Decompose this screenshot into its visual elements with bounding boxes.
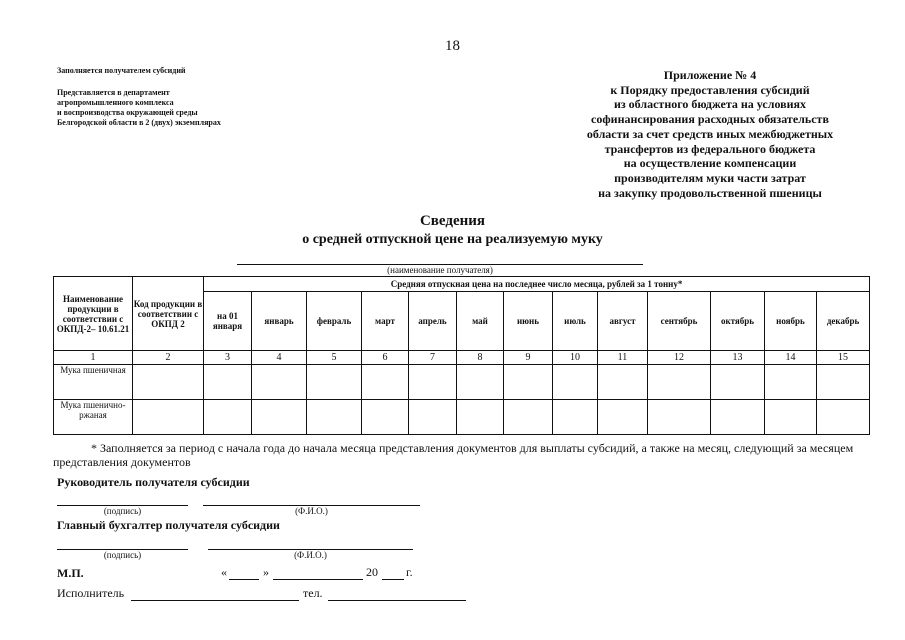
header-month: август bbox=[598, 292, 648, 351]
header-month: июнь bbox=[504, 292, 553, 351]
document-title: Сведения bbox=[419, 213, 486, 229]
fio-caption: (Ф.И.О.) bbox=[295, 506, 328, 516]
data-cell[interactable] bbox=[409, 365, 457, 400]
header-month: сентябрь bbox=[648, 292, 711, 351]
data-cell[interactable] bbox=[504, 365, 553, 400]
date-day-line[interactable] bbox=[229, 579, 259, 580]
table-row bbox=[54, 365, 870, 400]
header-month: на 01 января bbox=[204, 292, 252, 351]
header-month: декабрь bbox=[817, 292, 870, 351]
appendix-line: производителям муки части затрат bbox=[614, 170, 806, 185]
data-cell[interactable] bbox=[307, 365, 362, 400]
column-number: 11 bbox=[598, 351, 648, 365]
data-cell[interactable] bbox=[252, 365, 307, 400]
table-row bbox=[54, 400, 870, 435]
appendix-line: Приложение № 4 bbox=[663, 68, 757, 82]
column-number: 9 bbox=[504, 351, 553, 365]
data-cell[interactable] bbox=[765, 365, 817, 400]
column-number: 3 bbox=[204, 351, 252, 365]
executor-label: Исполнитель bbox=[57, 586, 125, 600]
signature-caption: (подпись) bbox=[103, 550, 142, 560]
column-number: 2 bbox=[133, 351, 204, 365]
data-cell[interactable] bbox=[204, 365, 252, 400]
data-cell[interactable] bbox=[133, 400, 204, 435]
data-cell[interactable] bbox=[598, 365, 648, 400]
column-number: 8 bbox=[457, 351, 504, 365]
header-month: июль bbox=[553, 292, 598, 351]
footnote: * Заполняется за период с начала года до начала месяца представления документов для выплаты субсидий, а также на месяц, следующий за месяцем представления документов bbox=[53, 441, 854, 469]
header-product-code: Код продукции в соответствии с ОКПД 2 bbox=[133, 277, 204, 351]
column-number: 4 bbox=[252, 351, 307, 365]
header-month: февраль bbox=[307, 292, 362, 351]
date-year-line[interactable] bbox=[382, 579, 404, 580]
data-cell[interactable] bbox=[504, 400, 553, 435]
left-note: Заполняется получателем субсидий bbox=[57, 66, 186, 75]
column-number: 12 bbox=[648, 351, 711, 365]
data-cell[interactable] bbox=[648, 400, 711, 435]
appendix-line: области за счет средств иных межбюджетных bbox=[586, 126, 834, 141]
data-cell[interactable] bbox=[409, 400, 457, 435]
page-number: 18 bbox=[445, 38, 460, 54]
signature-caption: (подпись) bbox=[103, 506, 142, 516]
data-cell[interactable] bbox=[648, 365, 711, 400]
recipient-caption: (наименование получателя) bbox=[387, 265, 493, 275]
data-cell[interactable] bbox=[711, 365, 765, 400]
column-number: 10 bbox=[553, 351, 598, 365]
submission-line: Представляется в департамент bbox=[57, 88, 170, 97]
data-cell[interactable] bbox=[711, 400, 765, 435]
data-cell[interactable] bbox=[817, 400, 870, 435]
column-number: 1 bbox=[54, 351, 133, 365]
submission-line: и воспроизводства окружающей среды bbox=[57, 108, 198, 117]
phone-label: тел. bbox=[303, 586, 323, 600]
data-cell[interactable] bbox=[553, 365, 598, 400]
data-cell[interactable] bbox=[598, 400, 648, 435]
executor-line[interactable] bbox=[131, 600, 299, 601]
appendix-line: к Порядку предоставления субсидий bbox=[610, 82, 810, 97]
data-cell[interactable] bbox=[362, 400, 409, 435]
appendix-line: на осуществление компенсации bbox=[623, 156, 797, 171]
head-title: Руководитель получателя субсидии bbox=[57, 475, 250, 489]
submission-note bbox=[57, 88, 221, 128]
column-number: 15 bbox=[817, 351, 870, 365]
fio-caption: (Ф.И.О.) bbox=[294, 550, 327, 560]
appendix-line: софинансирования расходных обязательств bbox=[591, 112, 829, 127]
date-month-line[interactable] bbox=[273, 579, 363, 580]
column-number: 13 bbox=[711, 351, 765, 365]
header-month: март bbox=[362, 292, 409, 351]
data-cell[interactable] bbox=[307, 400, 362, 435]
appendix-header bbox=[560, 68, 860, 200]
submission-line: Белгородской области в 2 (двух) экземплярах bbox=[57, 118, 221, 127]
header-month: апрель bbox=[409, 292, 457, 351]
data-cell[interactable] bbox=[457, 400, 504, 435]
document-subtitle: о средней отпускной цене на реализуемую муку bbox=[302, 232, 603, 247]
appendix-line: на закупку продовольственной пшеницы bbox=[598, 185, 822, 200]
header-month: январь bbox=[252, 292, 307, 351]
year-prefix: 20 bbox=[366, 565, 378, 579]
data-cell[interactable] bbox=[457, 365, 504, 400]
appendix-line: из областного бюджета на условиях bbox=[613, 97, 807, 112]
header-month: май bbox=[457, 292, 504, 351]
data-cell[interactable] bbox=[252, 400, 307, 435]
column-number: 14 bbox=[765, 351, 817, 365]
product-name-cell: Мука пшеничная bbox=[54, 365, 133, 400]
column-number: 5 bbox=[307, 351, 362, 365]
data-cell[interactable] bbox=[765, 400, 817, 435]
data-cell[interactable] bbox=[133, 365, 204, 400]
date-close-quote: » bbox=[263, 565, 269, 579]
year-suffix: г. bbox=[406, 565, 413, 579]
accountant-title: Главный бухгалтер получателя субсидии bbox=[57, 518, 280, 532]
data-cell[interactable] bbox=[817, 365, 870, 400]
header-average-price: Средняя отпускная цена на последнее число месяца, рублей за 1 тонну* bbox=[204, 277, 870, 292]
column-number: 7 bbox=[409, 351, 457, 365]
data-cell[interactable] bbox=[362, 365, 409, 400]
date-open-quote: « bbox=[221, 565, 227, 579]
submission-line: агропромышленного комплекса bbox=[57, 98, 174, 107]
header-month: октябрь bbox=[711, 292, 765, 351]
phone-line[interactable] bbox=[328, 600, 466, 601]
column-number: 6 bbox=[362, 351, 409, 365]
header-product-name: Наименование продукции в соответствии с ОКПД-2– 10.61.21 bbox=[54, 277, 133, 351]
seal-label: М.П. bbox=[57, 566, 84, 580]
price-table bbox=[53, 276, 870, 435]
data-cell[interactable] bbox=[204, 400, 252, 435]
header-month: ноябрь bbox=[765, 292, 817, 351]
product-name-cell: Мука пшенично-ржаная bbox=[54, 400, 133, 435]
appendix-line: трансфертов из федерального бюджета bbox=[604, 141, 816, 156]
data-cell[interactable] bbox=[553, 400, 598, 435]
